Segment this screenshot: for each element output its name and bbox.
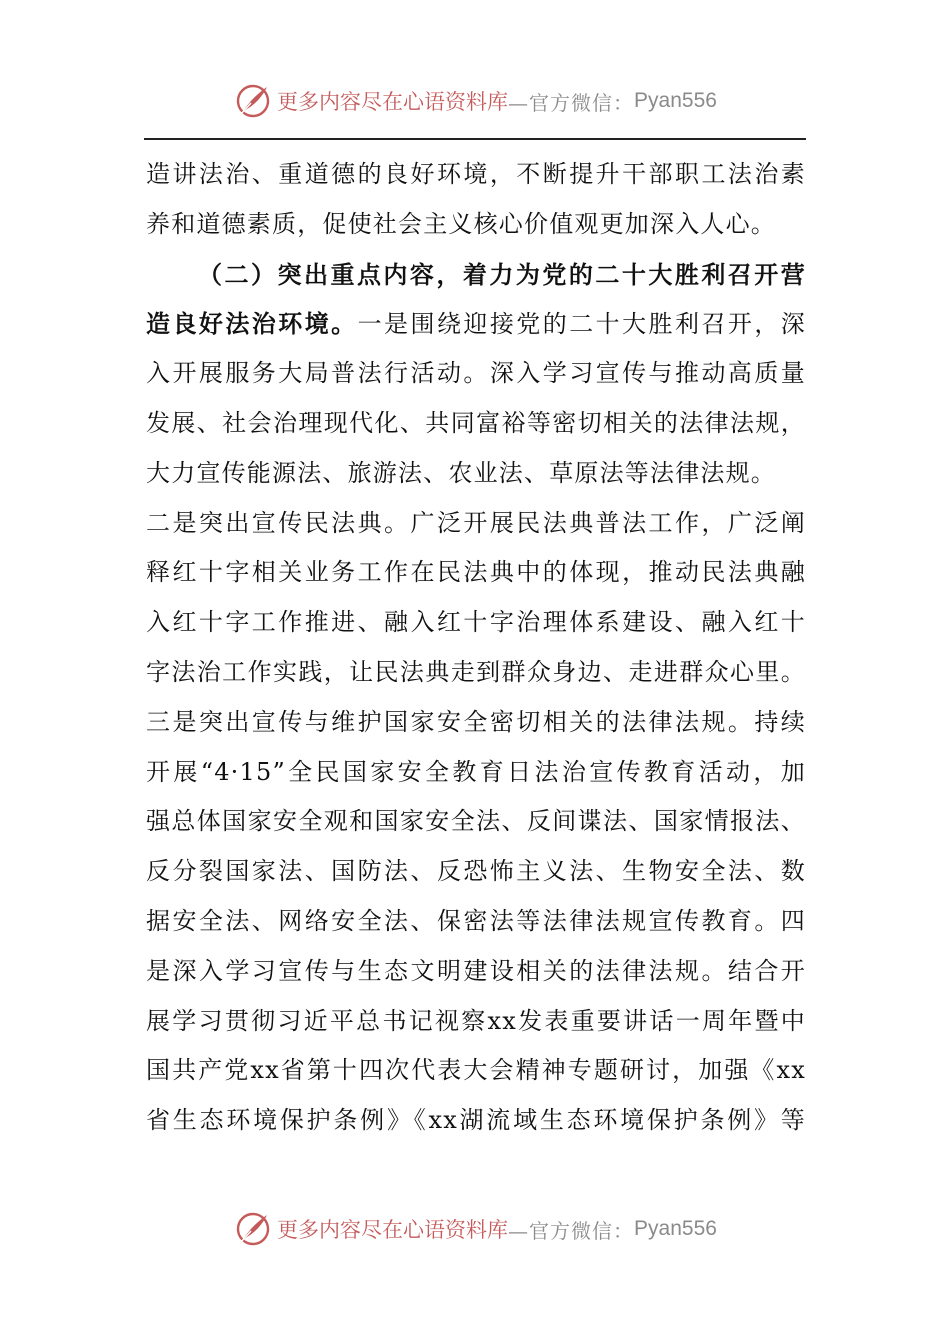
text-line: 释红十字相关业务工作在民法典中的体现，推动民法典融 bbox=[146, 558, 806, 587]
footer-watermark bbox=[0, 1204, 950, 1254]
text-line: 强总体国家安全观和国家安全法、反间谍法、国家情报法、 bbox=[146, 807, 806, 836]
text-line: 三是突出宣传与维护国家安全密切相关的法律法规。持续 bbox=[146, 707, 806, 736]
header-rule bbox=[144, 138, 806, 140]
text-line: 发展、社会治理现代化、共同富裕等密切相关的法律法规， bbox=[146, 408, 806, 437]
text-line: 开展“4·15”全民国家安全教育日法治宣传教育活动，加 bbox=[146, 757, 806, 786]
text-line: 造讲法治、重道德的良好环境，不断提升干部职工法治素 bbox=[146, 160, 806, 188]
header-wechat-label: —官方微信： bbox=[508, 90, 635, 115]
text-line: 是深入学习宣传与生态文明建设相关的法律法规。结合开 bbox=[146, 956, 806, 985]
text-line bbox=[146, 299, 806, 349]
header-watermark bbox=[0, 76, 950, 126]
quill-logo-icon bbox=[233, 81, 273, 121]
document-body bbox=[146, 150, 806, 1146]
header-wechat-id: Pyan556 bbox=[634, 89, 717, 112]
text-line: 入红十字工作推进、融入红十字治理体系建设、融入红十 bbox=[146, 608, 806, 637]
text-line: 展学习贯彻习近平总书记视察xx发表重要讲话一周年暨中 bbox=[146, 1006, 806, 1035]
text-line: 字法治工作实践，让民法典走到群众身边、走进群众心里。 bbox=[146, 657, 806, 686]
section-heading-line: （二）突出重点内容，着力为党的二十大胜利召开营 bbox=[198, 259, 806, 289]
text-line: 养和道德素质，促使社会主义核心价值观更加深入人心。 bbox=[146, 209, 776, 238]
text-line: 省生态环境保护条例》《xx湖流域生态环境保护条例》等 bbox=[146, 1106, 806, 1135]
text-line: 国共产党xx省第十四次代表大会精神专题研讨，加强《xx bbox=[146, 1056, 806, 1085]
header-banner-text: 更多内容尽在心语资料库 bbox=[277, 90, 509, 114]
text-line: 大力宣传能源法、旅游法、农业法、草原法等法律法规。 bbox=[146, 458, 776, 487]
quill-logo-icon bbox=[233, 1209, 273, 1249]
text-span: 一是围绕迎接党的二十大胜利召开，深 bbox=[357, 310, 806, 339]
text-line: 入开展服务大局普法行活动。深入学习宣传与推动高质量 bbox=[146, 359, 806, 388]
footer-wechat-id: Pyan556 bbox=[634, 1217, 717, 1240]
text-line: 据安全法、网络安全法、保密法等法律法规宣传教育。四 bbox=[146, 906, 806, 935]
footer-wechat-label: —官方微信： bbox=[508, 1218, 635, 1243]
footer-banner-text: 更多内容尽在心语资料库 bbox=[277, 1218, 509, 1242]
section-heading-tail: 造良好法治环境。 bbox=[146, 309, 358, 339]
text-line: 反分裂国家法、国防法、反恐怖主义法、生物安全法、数 bbox=[146, 857, 806, 886]
text-line: 二是突出宣传民法典。广泛开展民法典普法工作，广泛阐 bbox=[146, 508, 806, 537]
